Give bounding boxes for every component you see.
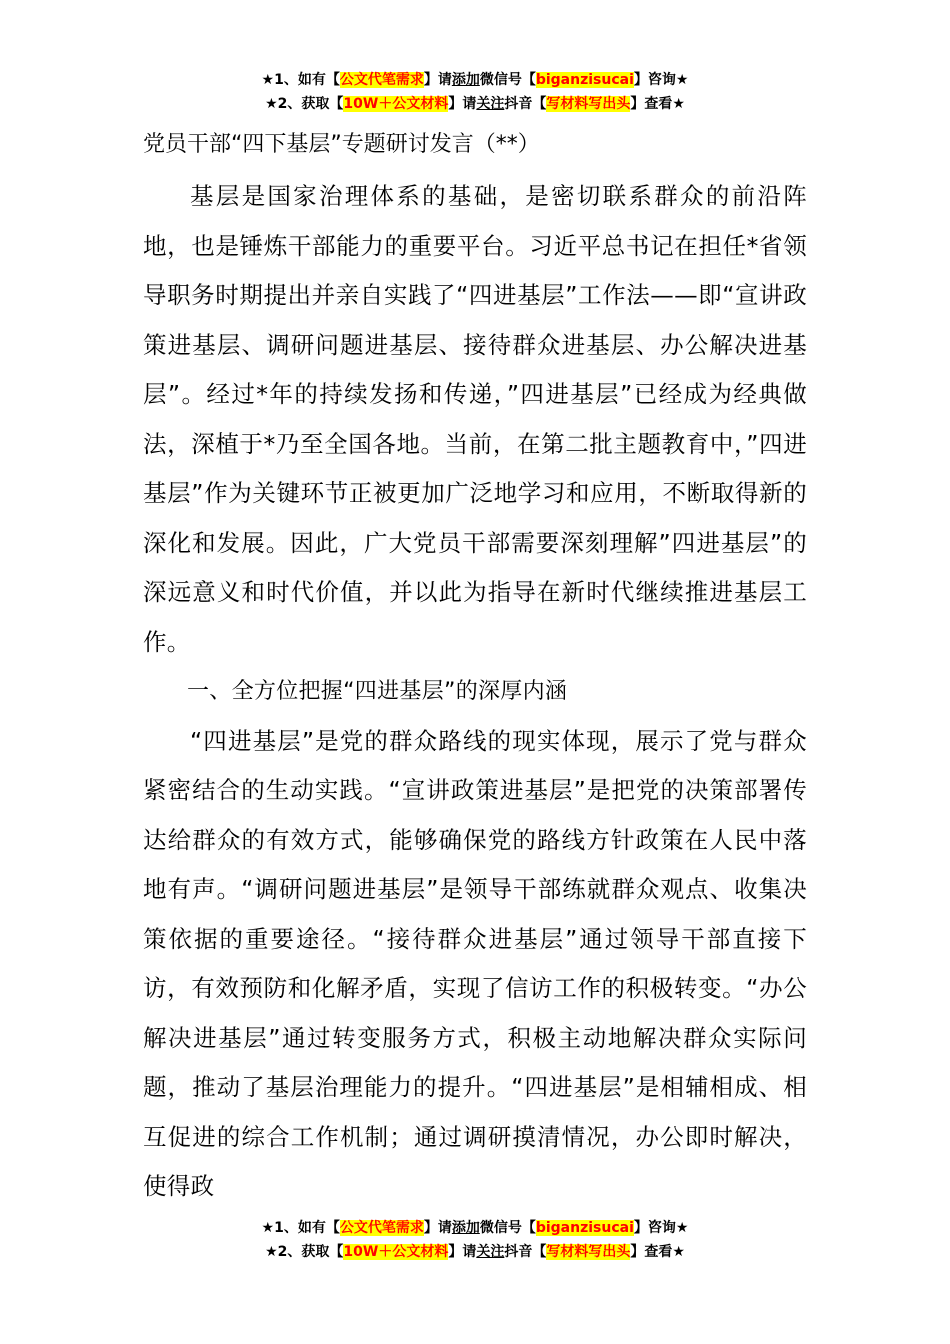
paragraph: “四进基层”是党的群众路线的现实体现，展示了党与群众紧密结合的生动实践。“宣讲政策进基层”是把党的决策部署传达给群众的有效方式，能够确保党的路线方针政策在人民中落地有声。“调研问题进基层”是领导干部练就群众观点、收集决策依据的重要途径。“接待群众进基层”通过领导干部直接下访，有效预防和化解矛盾，实现了信访工作的积极转变。“办公解决进基层”通过转变服务方式，积极主动地解决群众实际问题，推动了基层治理能力的提升。“四进基层”是相辅相成、相互促进的综合工作机制；通过调研摸清情况，办公即时解决，使得政: [143, 726, 807, 1200]
footer-banner: [0, 1216, 950, 1264]
banner-text: 】请: [423, 72, 452, 88]
banner-line-2: [0, 92, 950, 116]
banner-text: ★2、获取【: [265, 1244, 344, 1260]
banner-emphasis: 添加: [451, 72, 480, 88]
banner-text: 抖音【: [504, 96, 547, 112]
banner-text: 】请: [448, 1244, 477, 1260]
banner-text: 】请: [423, 1220, 452, 1236]
banner-highlight: biganzisucai: [535, 1220, 634, 1236]
document-body: [143, 172, 807, 1212]
banner-highlight: 公文代笔需求: [339, 1220, 424, 1236]
banner-emphasis: 关注: [476, 96, 505, 112]
banner-text: 】咨询★: [633, 1220, 689, 1236]
banner-text: 微信号【: [479, 1220, 536, 1236]
banner-highlight: 写材料写出头: [546, 96, 631, 112]
banner-text: 】请: [448, 96, 477, 112]
banner-text: 微信号【: [479, 72, 536, 88]
banner-highlight: 写材料写出头: [546, 1244, 631, 1260]
banner-line-1: [0, 1216, 950, 1240]
banner-emphasis: 添加: [451, 1220, 480, 1236]
banner-text: ★1、如有【: [261, 1220, 340, 1236]
banner-text: 】查看★: [630, 1244, 685, 1260]
document-title: 党员干部“四下基层”专题研讨发言（**）: [143, 132, 540, 157]
header-banner: [0, 68, 950, 116]
banner-highlight: biganzisucai: [535, 72, 634, 88]
banner-text: ★1、如有【: [261, 72, 340, 88]
banner-highlight: 公文代笔需求: [339, 72, 424, 88]
banner-text: ★2、获取【: [265, 96, 344, 112]
banner-text: 】查看★: [630, 96, 685, 112]
banner-text: 】咨询★: [633, 72, 689, 88]
banner-emphasis: 关注: [476, 1244, 505, 1260]
banner-text: 抖音【: [504, 1244, 547, 1260]
section-heading: 一、全方位把握“四进基层”的深厚内涵: [187, 679, 568, 704]
paragraph: 基层是国家治理体系的基础，是密切联系群众的前沿阵地，也是锤炼干部能力的重要平台。习近平总书记在担任*省领导职务时期提出并亲自实践了“四进基层”工作法——即“宣讲政策进基层、调研问题进基层、接待群众进基层、办公解决进基层”。经过*年的持续发扬和传递，”四进基层”已经成为经典做法，深植于*乃至全国各地。当前，在第二批主题教育中，”四进基层”作为关键环节正被更加广泛地学习和应用，不断取得新的深化和发展。因此，广大党员干部需要深刻理解”四进基层”的深远意义和时代价值，并以此为指导在新时代继续推进基层工作。: [143, 182, 807, 656]
banner-line-1: [0, 68, 950, 92]
banner-line-2: [0, 1240, 950, 1264]
banner-highlight: 10W＋公文材料: [343, 1244, 449, 1260]
banner-highlight: 10W＋公文材料: [343, 96, 449, 112]
